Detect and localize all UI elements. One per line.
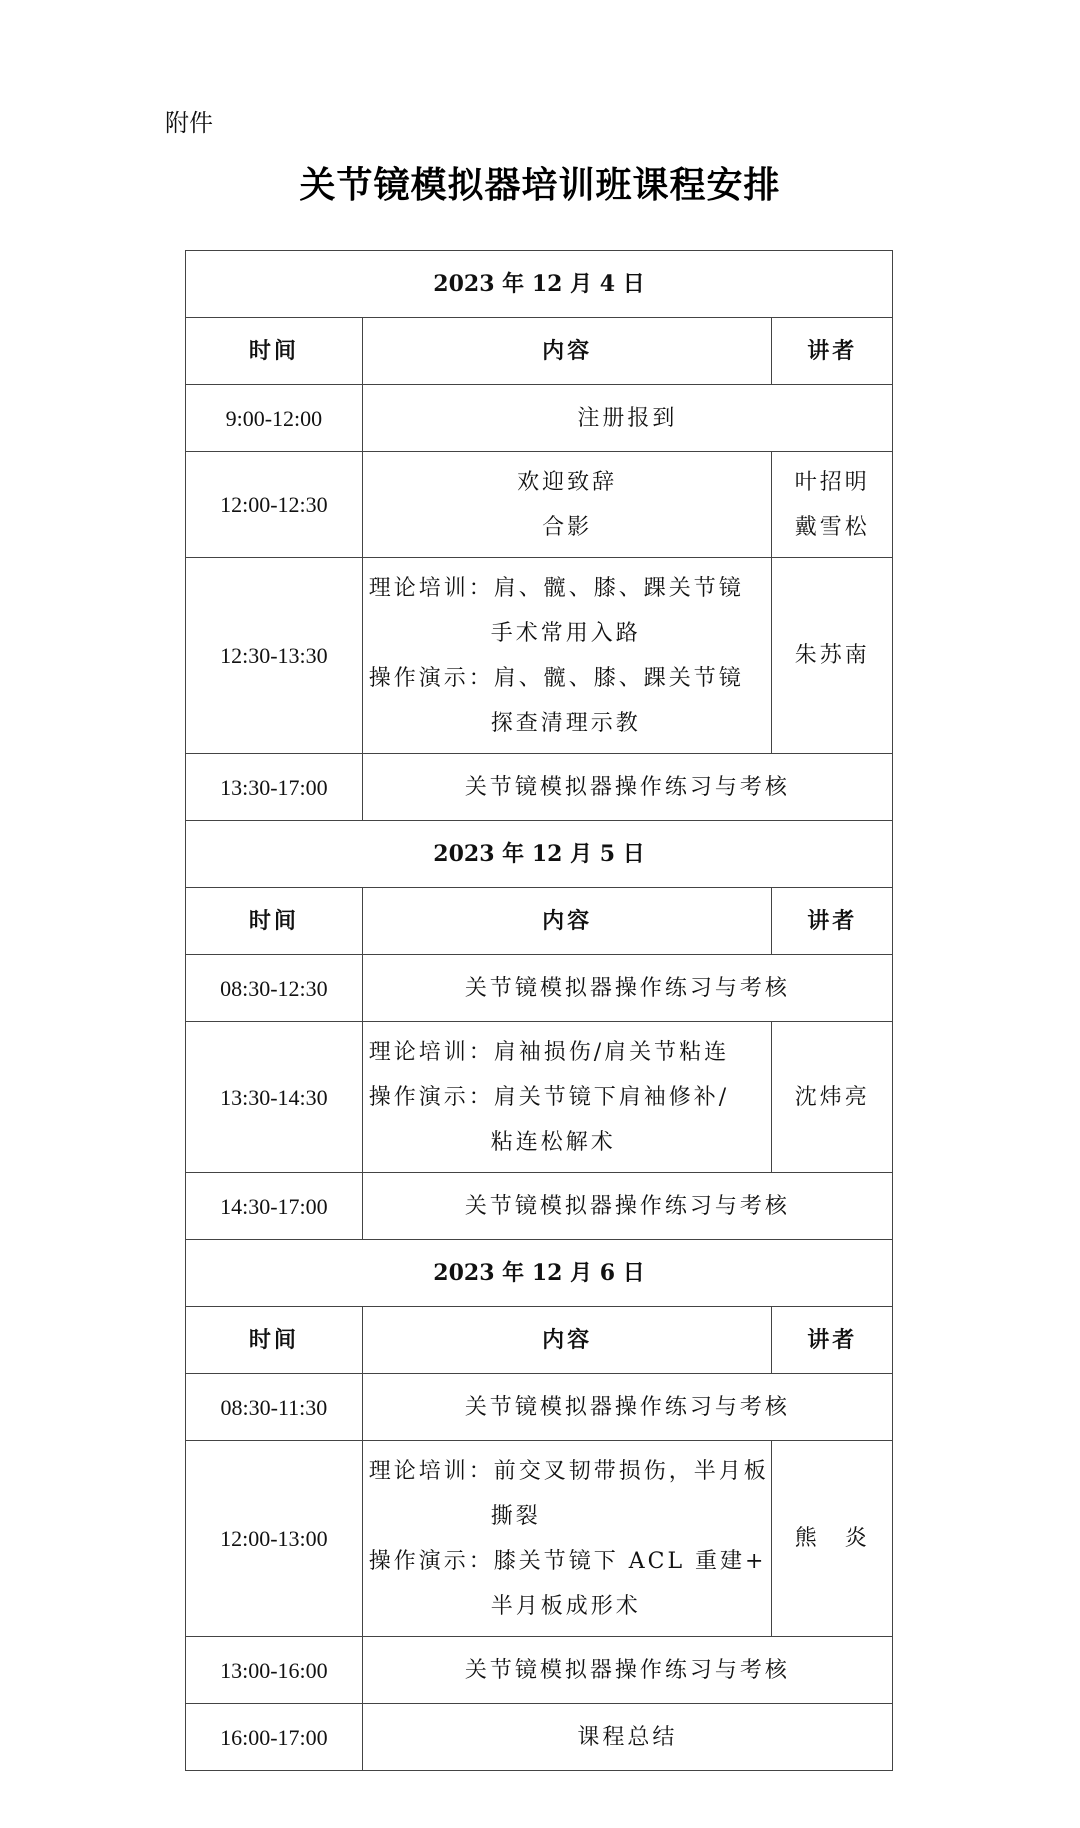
content-line: 手术常用入路: [490, 620, 641, 646]
session-row: [186, 452, 893, 558]
content-line: 操作演示：膝关节镜下 ACL 重建+: [368, 1548, 767, 1574]
date-cell: 2023 年 12 月 5 日: [186, 821, 893, 888]
content-line: 操作演示：肩关节镜下肩袖修补/: [368, 1084, 730, 1110]
content-line: 粘连松解术: [490, 1129, 616, 1155]
content-line: 欢迎致辞: [517, 469, 618, 495]
session-content: 关节镜模拟器操作练习与考核: [362, 1374, 892, 1441]
session-row: [186, 558, 893, 754]
session-time: 08:30-12:30: [186, 955, 363, 1022]
date-cell: 2023 年 12 月 4 日: [186, 251, 893, 318]
date-row: [186, 251, 893, 318]
session-row: [186, 955, 893, 1022]
session-time: 16:00-17:00: [186, 1704, 363, 1771]
session-row: [186, 1637, 893, 1704]
header-speaker: 讲者: [772, 1307, 893, 1374]
session-row: [186, 1374, 893, 1441]
session-time: 08:30-11:30: [186, 1374, 363, 1441]
session-time: 14:30-17:00: [186, 1173, 363, 1240]
date-cell: 2023 年 12 月 6 日: [186, 1240, 893, 1307]
content-line: 操作演示：肩、髋、膝、踝关节镜: [368, 665, 744, 691]
session-row: [186, 1173, 893, 1240]
session-content: 关节镜模拟器操作练习与考核: [362, 1637, 892, 1704]
session-speaker: 沈炜亮: [772, 1022, 893, 1173]
session-row: [186, 1441, 893, 1637]
session-content: 注册报到: [362, 385, 892, 452]
session-speaker: 朱苏南: [772, 558, 893, 754]
header-content: 内容: [362, 1307, 772, 1374]
session-content: [362, 558, 772, 754]
date-row: [186, 821, 893, 888]
header-content: 内容: [362, 318, 772, 385]
content-line: 探查清理示教: [490, 710, 641, 736]
session-time: 13:30-14:30: [186, 1022, 363, 1173]
content-line: 撕裂: [490, 1503, 541, 1529]
content-line: 合影: [542, 514, 593, 540]
speaker-name: 戴雪松: [794, 514, 870, 540]
session-speaker: 熊 炎: [772, 1441, 893, 1637]
header-time: 时间: [186, 888, 363, 955]
date-row: [186, 1240, 893, 1307]
session-content: 关节镜模拟器操作练习与考核: [362, 955, 892, 1022]
content-line: 理论培训：前交叉韧带损伤，半月板: [368, 1458, 769, 1484]
session-time: 13:00-16:00: [186, 1637, 363, 1704]
session-content: 关节镜模拟器操作练习与考核: [362, 754, 892, 821]
session-content: [362, 452, 772, 558]
session-time: 9:00-12:00: [186, 385, 363, 452]
page-title: 关节镜模拟器培训班课程安排: [299, 164, 781, 206]
header-row: [186, 318, 893, 385]
session-time: 12:30-13:30: [186, 558, 363, 754]
session-row: [186, 1704, 893, 1771]
session-row: [186, 385, 893, 452]
header-time: 时间: [186, 318, 363, 385]
header-time: 时间: [186, 1307, 363, 1374]
session-row: [186, 754, 893, 821]
header-content: 内容: [362, 888, 772, 955]
session-content: 关节镜模拟器操作练习与考核: [362, 1173, 892, 1240]
speaker-name: 叶招明: [794, 469, 870, 495]
session-content: [362, 1441, 772, 1637]
session-content: [362, 1022, 772, 1173]
attachment-label: 附件: [165, 109, 213, 137]
session-row: [186, 1022, 893, 1173]
session-speaker: [772, 452, 893, 558]
schedule-table: [185, 250, 893, 1771]
session-time: 12:00-12:30: [186, 452, 363, 558]
header-speaker: 讲者: [772, 888, 893, 955]
content-line: 理论培训：肩袖损伤/肩关节粘连: [368, 1039, 730, 1065]
content-line: 半月板成形术: [490, 1593, 641, 1619]
session-time: 12:00-13:00: [186, 1441, 363, 1637]
session-time: 13:30-17:00: [186, 754, 363, 821]
content-line: 理论培训：肩、髋、膝、踝关节镜: [368, 575, 744, 601]
header-row: [186, 888, 893, 955]
header-row: [186, 1307, 893, 1374]
session-content: 课程总结: [362, 1704, 892, 1771]
header-speaker: 讲者: [772, 318, 893, 385]
